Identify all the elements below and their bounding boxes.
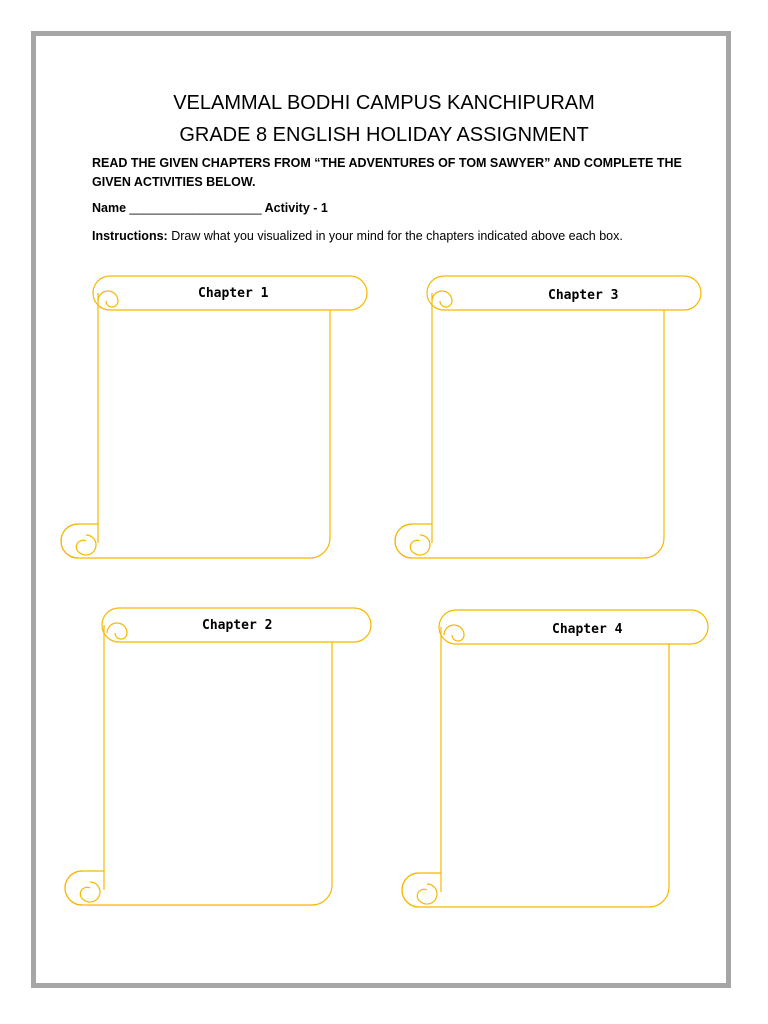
name-blank: ___________________ [129,201,262,215]
scroll-icon [392,273,712,563]
assignment-title: GRADE 8 ENGLISH HOLIDAY ASSIGNMENT [179,124,589,146]
scroll-icon [58,273,378,563]
activity-label: Activity - 1 [264,201,328,215]
instructions [92,229,623,243]
scroll-icon [399,607,719,912]
name-label: Name [92,201,127,215]
name-row [92,201,328,215]
chapter-2-label: Chapter 2 [202,618,273,633]
scroll-icon [62,605,382,910]
instructions-text: Draw what you visualized in your mind for the chapters indicated above each box. [171,229,623,243]
chapter-1-label: Chapter 1 [198,286,269,301]
instructions-label: Instructions: [92,229,168,243]
intro-text: READ THE GIVEN CHAPTERS FROM “THE ADVENTURES OF TOM SAWYER” AND COMPLETE THE GIVEN ACTIVITIES BELOW. [92,156,682,189]
school-name: VELAMMAL BODHI CAMPUS KANCHIPURAM [173,92,595,114]
chapter-3-label: Chapter 3 [548,288,619,303]
chapter-4-label: Chapter 4 [552,622,623,637]
